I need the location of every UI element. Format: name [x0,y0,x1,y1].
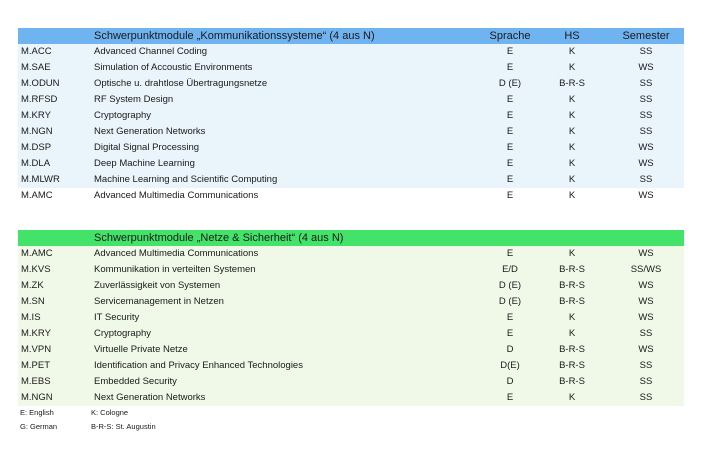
table-row [18,124,684,140]
module-hs: B-R-S [559,344,585,355]
table-row [18,390,684,406]
table-row [18,76,684,92]
module-hs: K [568,392,576,403]
table-row [18,342,684,358]
module-semester: SS [639,94,653,105]
module-name: Next Generation Networks [94,392,206,403]
module-language: E [506,174,514,185]
module-code: M.AMC [21,190,53,201]
legend-key: G: German [20,422,58,431]
module-name: Zuverlässigkeit von Systemen [94,280,221,291]
module-name: Simulation of Accoustic Environments [94,62,253,73]
module-hs: K [568,174,576,185]
module-semester: WS [638,344,654,355]
module-language: E [506,110,514,121]
module-semester: SS [639,46,653,57]
module-code: M.IS [21,312,41,323]
table-row [18,294,684,310]
module-code: M.KRY [21,110,51,121]
table-kommunikationssysteme [18,28,684,204]
module-semester: SS [639,376,653,387]
header-hs: HS [564,30,580,42]
module-language: E [506,248,514,259]
module-language: D [506,344,514,355]
module-language: D [506,376,514,387]
legend-value: B-R-S: St. Augustin [91,422,156,431]
module-language: E [506,190,514,201]
table-row [18,246,684,262]
table-row [18,60,684,76]
module-code: M.NGN [21,126,53,137]
module-code: M.NGN [21,392,53,403]
module-code: M.VPN [21,344,52,355]
module-hs: B-R-S [559,280,585,291]
module-language: D (E) [498,280,522,291]
table-header [18,230,684,246]
module-hs: K [568,126,576,137]
module-semester: SS [639,110,653,121]
module-code: M.ACC [21,46,52,57]
module-name: Virtuelle Private Netze [94,344,188,355]
module-language: E [506,328,514,339]
module-language: E [506,46,514,57]
module-name: IT Security [94,312,140,323]
module-name: Embedded Security [94,376,177,387]
table-row [18,108,684,124]
module-semester: SS [639,328,653,339]
legend-value: K: Cologne [91,408,129,417]
module-code: M.SN [21,296,45,307]
module-language: E [506,392,514,403]
module-hs: K [568,158,576,169]
module-name: Advanced Channel Coding [94,46,208,57]
module-code: M.EBS [21,376,51,387]
module-language: E [506,126,514,137]
table-row [18,172,684,188]
module-hs: K [568,190,576,201]
module-hs: B-R-S [559,376,585,387]
module-semester: WS [638,296,654,307]
module-language: E [506,312,514,323]
module-hs: K [568,94,576,105]
module-code: M.DLA [21,158,51,169]
module-hs: K [568,110,576,121]
module-code: M.ZK [21,280,44,291]
module-semester: WS [638,190,654,201]
table-row [18,374,684,390]
module-semester: WS [638,62,654,73]
module-language: E [506,94,514,105]
module-code: M.PET [21,360,51,371]
table-netze-sicherheit [18,230,684,406]
module-hs: B-R-S [559,264,585,275]
module-language: E/D [502,264,518,275]
module-hs: K [568,142,576,153]
module-code: M.AMC [21,248,53,259]
table-row [18,92,684,108]
module-semester: SS/WS [630,264,662,275]
module-name: Advanced Multimedia Communications [94,248,259,259]
module-semester: SS [639,392,653,403]
module-name: Optische u. drahtlose Übertragungsnetze [94,78,268,89]
table-row [18,44,684,60]
table-row [18,156,684,172]
table-row [18,140,684,156]
legend-key: E: English [20,408,54,417]
module-hs: B-R-S [559,360,585,371]
module-hs: K [568,62,576,73]
module-name: RF System Design [94,94,174,105]
module-code: M.RFSD [21,94,58,105]
table-header [18,28,684,44]
module-hs: K [568,312,576,323]
module-name: Servicemanagement in Netzen [94,296,224,307]
table-row [18,188,684,204]
module-name: Advanced Multimedia Communications [94,190,259,201]
table-row [18,326,684,342]
module-code: M.SAE [21,62,51,73]
table-row [18,358,684,374]
module-language: E [506,142,514,153]
module-semester: WS [638,142,654,153]
module-name: Next Generation Networks [94,126,206,137]
module-hs: K [568,328,576,339]
module-name: Digital Signal Processing [94,142,200,153]
module-name: Identification and Privacy Enhanced Technologies [94,360,303,371]
module-name: Cryptography [94,110,152,121]
module-semester: WS [638,280,654,291]
table-body [18,246,684,406]
table-row [18,262,684,278]
module-semester: WS [638,158,654,169]
module-name: Deep Machine Learning [94,158,195,169]
module-hs: B-R-S [559,78,585,89]
module-language: D (E) [498,296,522,307]
module-name: Kommunikation in verteilten Systemen [94,264,256,275]
module-semester: WS [638,312,654,323]
module-name: Machine Learning and Scientific Computing [94,174,278,185]
module-semester: SS [639,174,653,185]
module-code: M.KVS [21,264,51,275]
module-semester: SS [639,78,653,89]
module-name: Cryptography [94,328,152,339]
module-semester: SS [639,126,653,137]
module-hs: B-R-S [559,296,585,307]
table-row [18,278,684,294]
header-semester: Semester [622,30,670,42]
module-language: D(E) [500,360,520,371]
table-row [18,310,684,326]
module-language: E [506,62,514,73]
table-body [18,44,684,204]
module-code: M.DSP [21,142,52,153]
module-semester: SS [639,360,653,371]
module-language: E [506,158,514,169]
header-sprache: Sprache [489,30,531,42]
table-title: Schwerpunktmodule „Netze & Sicherheit“ (4 aus N) [94,232,344,244]
module-hs: K [568,248,576,259]
module-language: D (E) [498,78,522,89]
module-hs: K [568,46,576,57]
module-code: M.MLWR [21,174,60,185]
module-code: M.ODUN [21,78,60,89]
table-title: Schwerpunktmodule „Kommunikationssysteme“ (4 aus N) [94,30,375,42]
module-semester: WS [638,248,654,259]
module-code: M.KRY [21,328,51,339]
